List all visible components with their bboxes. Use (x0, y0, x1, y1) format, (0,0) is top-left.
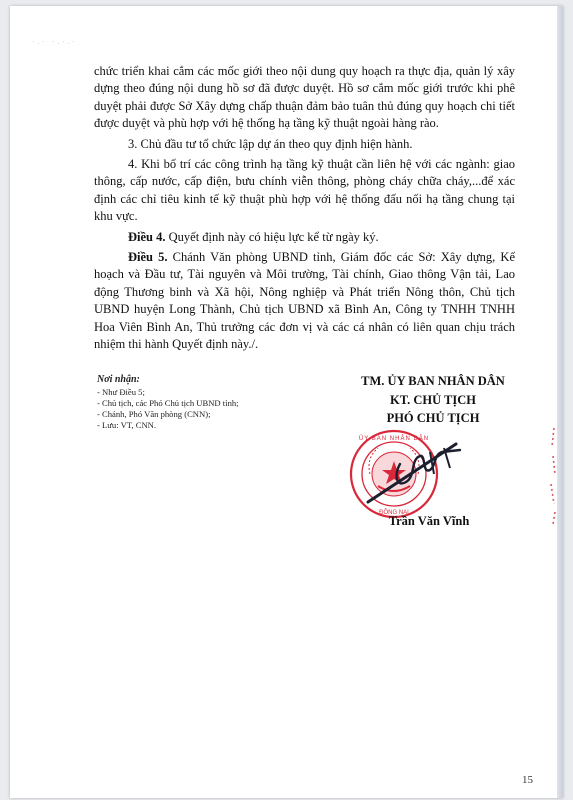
scan-speckle: ·.· ·.·.· (32, 38, 78, 46)
signer-name: Trần Văn Vĩnh (388, 514, 470, 528)
article-5 (94, 249, 515, 353)
signature-block (338, 372, 528, 428)
recipient-item: - Chánh, Phó Văn phòng (CNN); (97, 409, 211, 419)
document-body (94, 63, 515, 357)
page-number: 15 (522, 774, 533, 786)
recipient-item: - Như Điều 5; (97, 387, 145, 397)
page-edge-shadow (557, 6, 563, 798)
signature-role-line: KT. CHỦ TỊCH (389, 392, 476, 407)
signature-title-line: PHÓ CHỦ TỊCH (386, 411, 480, 425)
svg-text:ĐỒNG NAI: ĐỒNG NAI (379, 510, 409, 516)
recipient-item: - Lưu: VT, CNN. (97, 420, 157, 430)
recipients-block (97, 374, 317, 431)
body-paragraph-3: 4. Khi bố trí các công trình hạ tầng kỹ thuật cần liên hệ với các ngành: giao thông, cấp nước, cấp điện, bưu chính viễn thông, phòng cháy chữa cháy,...để xác định các chỉ tiêu kinh tế kỹ thuật phù hợp với hệ thống đấu nối hạ tầng chung tại khu vực. (94, 157, 515, 224)
recipients-heading: Nơi nhận: (97, 374, 140, 385)
signature-org-line: TM. ỦY BAN NHÂN DÂN (361, 374, 505, 388)
article-4-label: Điều 4. (128, 229, 166, 244)
body-paragraph-2: 3. Chủ đầu tư tổ chức lập dự án theo quy định hiện hành. (128, 136, 413, 151)
article-4-text: Quyết định này có hiệu lực kể từ ngày ký. (165, 229, 379, 244)
article-5-text: Chánh Văn phòng UBND tỉnh, Giám đốc các Sở: Xây dựng, Kế hoạch và Đầu tư, Tài nguyên và Môi trường, Tài chính, Giao thông Vận tải, Lao động Thương binh và Xã hội, Nông nghiệp và Phát triển Nông thôn, Chủ tịch UBND huyện Long Thành, Chủ tịch UBND xã Bình An, Công ty TNHH TNHH Hoa Viên Bình An, Thủ trưởng các đơn vị và các cá nhân có liên quan chịu trách nhiệm thi hành Quyết định này./. (94, 250, 515, 352)
body-paragraph-1: chức triển khai cắm các mốc giới theo nội dung quy hoạch ra thực địa, quản lý xây dựng theo đúng nội dung hồ sơ đã được duyệt. Hồ sơ cắm mốc giới trước khi phê duyệt phải được Sở Xây dựng chấp thuận đảm bảo tuân thủ đúng quy hoạch chi tiết được duyệt và phù hợp với hệ thống hạ tầng kỹ thuật ngoài hàng rào. (94, 64, 515, 131)
article-5-label: Điều 5. (128, 250, 168, 265)
article-4 (94, 229, 515, 246)
document-page (10, 6, 563, 798)
recipient-item: - Chủ tịch, các Phó Chủ tịch UBND tỉnh; (97, 398, 239, 408)
margin-seal-icon (546, 426, 560, 526)
handwritten-signature (360, 430, 470, 510)
svg-text:ỦY BAN NHÂN DÂN: ỦY BAN NHÂN DÂN (358, 436, 430, 442)
